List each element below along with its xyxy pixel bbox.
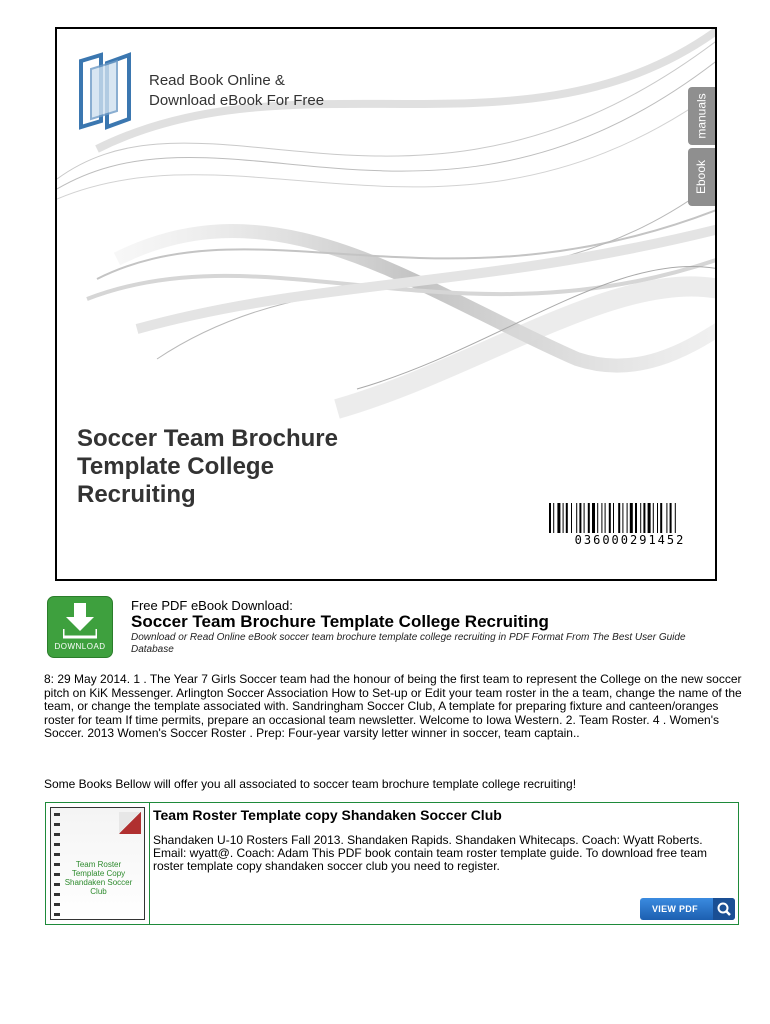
thumbnail-page xyxy=(50,807,145,920)
download-button[interactable] xyxy=(47,596,113,658)
book-logo-icon xyxy=(77,51,141,131)
download-pre-label: Free PDF eBook Download: xyxy=(131,598,293,613)
result-description: Shandaken U-10 Rosters Fall 2013. Shandaken Rapids. Shandaken Whitecaps. Coach: Wyatt Roberts. Email: wyatt@. Coach: Adam This PDF book contain team roster template guide. To download free team roster template copy shandaken soccer club you need to register. xyxy=(153,833,708,873)
barcode-number: 036000291452 xyxy=(549,533,711,547)
side-tabs xyxy=(688,87,715,209)
view-pdf-button[interactable] xyxy=(640,898,735,920)
result-title[interactable]: Team Roster Template copy Shandaken Soccer Club xyxy=(153,807,502,823)
download-button-label: DOWNLOAD xyxy=(54,642,106,651)
view-pdf-label: VIEW PDF xyxy=(652,904,698,914)
logo-line-1: Read Book Online & xyxy=(149,72,285,89)
logo-text xyxy=(149,71,324,111)
body-paragraph: 8: 29 May 2014. 1 . The Year 7 Girls Soccer team had the honour of being the first team to represent the College on the new soccer pitch on KiK Messenger. Arlington Soccer Association How to Set-up or Edit your team roster in the a team, change the name of the team, or change the template associated with. Sandringham Soccer Club, A template for preparing fixture and canteen/oranges roster for team If time permits, prepare an occasional team newsletter. Welcome to Iowa Western. 2. Team Roster. 4 . Women's Soccer. 2013 Women's Soccer Roster . Prep: Four-year varsity letter winner in soccer, team captain.. xyxy=(44,672,742,740)
download-title: Soccer Team Brochure Template College Recruiting xyxy=(131,612,549,631)
tab-ebook[interactable] xyxy=(688,148,715,206)
tab-manuals-label: manuals xyxy=(694,93,709,139)
download-subtitle: Download or Read Online eBook soccer team brochure template college recruiting in PDF Format From The Best User Guide Database xyxy=(131,632,686,655)
corner-ribbon-icon xyxy=(119,812,141,834)
result-thumbnail[interactable] xyxy=(46,803,150,924)
related-books-intro: Some Books Bellow will offer you all associated to soccer team brochure template college recruiting! xyxy=(44,777,577,791)
logo-line-2: Download eBook For Free xyxy=(149,92,325,109)
tab-ebook-label: Ebook xyxy=(694,159,709,195)
thumbnail-title: Team Roster Template Copy Shandaken Soccer Club xyxy=(64,860,133,896)
tab-manuals[interactable] xyxy=(688,87,715,145)
result-card xyxy=(45,802,739,925)
magnifier-icon xyxy=(713,898,735,920)
download-arrow-icon xyxy=(63,603,97,639)
cover-title: Soccer Team Brochure Template College Recruiting xyxy=(77,425,338,508)
ebook-cover xyxy=(55,27,717,581)
